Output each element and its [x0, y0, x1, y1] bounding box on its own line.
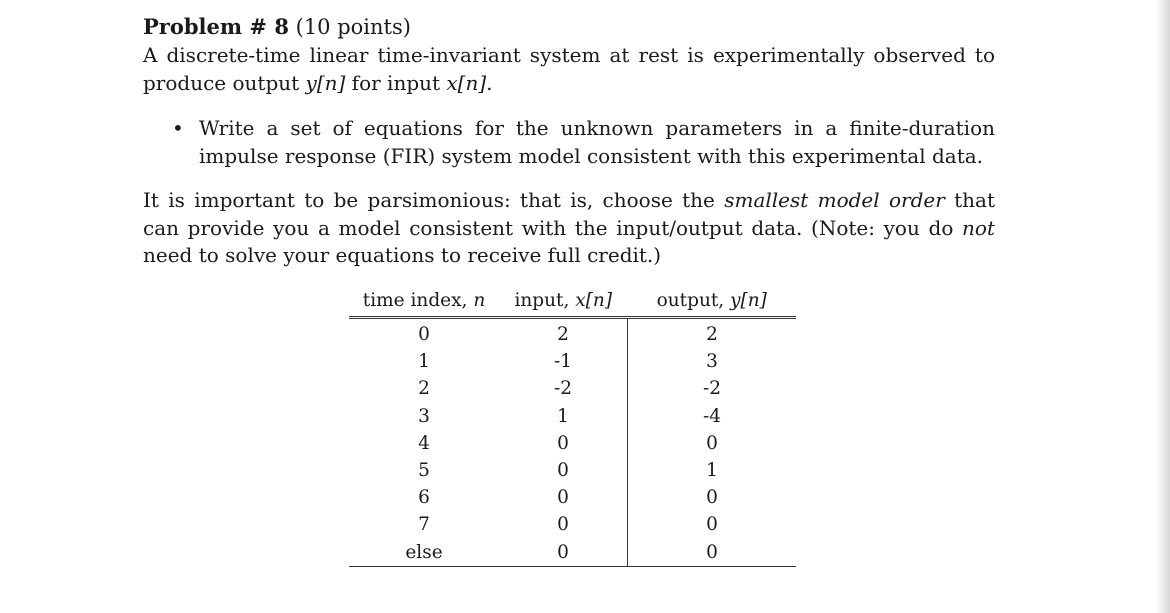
- cell-input: -2: [499, 375, 628, 402]
- cell-output: 0: [706, 432, 718, 454]
- cell-input: 0: [499, 457, 628, 484]
- table-row: [349, 430, 796, 457]
- header-output: output, y[n]: [656, 290, 767, 311]
- cell-output: 2: [706, 324, 718, 346]
- bullet-text: Write a set of equations for the unknown parameters in a finite-duration impulse response (FIR) system model consistent with this experimental data.: [199, 116, 995, 168]
- cell-time-index: 6: [418, 487, 430, 509]
- intro-text: A discrete-time linear time-invariant system at rest is experimentally observed to produce output: [143, 43, 995, 95]
- note-text-3: need to solve your equations to receive full credit.): [143, 243, 662, 267]
- cell-input: 2: [499, 318, 628, 349]
- cell-time-index: 1: [418, 351, 430, 373]
- problem-points: (10 points): [295, 15, 411, 39]
- cell-input: 0: [499, 539, 628, 567]
- cell-output: 1: [706, 460, 718, 482]
- cell-time-index: 7: [418, 514, 430, 536]
- table-header-row: [349, 287, 796, 318]
- bullet-icon: •: [172, 116, 184, 140]
- note-emphasis-2: not: [962, 215, 995, 240]
- intro-paragraph: [143, 42, 995, 97]
- cell-input: -1: [499, 348, 628, 375]
- problem-title: Problem # 8: [143, 14, 289, 39]
- table-row: [349, 348, 796, 375]
- cell-output: 0: [706, 487, 718, 509]
- cell-time-index: 5: [418, 460, 430, 482]
- note-paragraph: [143, 187, 995, 270]
- cell-output: 3: [706, 351, 718, 373]
- page-edge-shadow: [1156, 0, 1170, 613]
- cell-input: 0: [499, 484, 628, 511]
- io-data-table: [349, 287, 796, 567]
- cell-output: -2: [702, 378, 722, 400]
- intro-mid-text: for input: [345, 70, 447, 95]
- cell-output: -4: [702, 405, 722, 427]
- header-time-index: time index, n: [362, 290, 486, 311]
- cell-time-index: 3: [418, 405, 430, 427]
- cell-output: 0: [706, 514, 718, 536]
- table-row: [349, 403, 796, 430]
- table-row: [349, 511, 796, 538]
- cell-output: 0: [628, 539, 797, 567]
- output-variable: y[n]: [305, 70, 346, 95]
- table-row: [349, 457, 796, 484]
- cell-time-index: 0: [418, 324, 430, 346]
- table-row: [349, 318, 796, 349]
- header-input: input, x[n]: [514, 290, 613, 311]
- table-row: [349, 484, 796, 511]
- cell-input: 0: [499, 430, 628, 457]
- table-row: [349, 539, 796, 567]
- note-text-1: It is important to be parsimonious: that is, choose the: [143, 188, 725, 212]
- note-text-2: that can provide you a model consistent with the input/output data. (Note: you do: [143, 188, 995, 240]
- problem-heading: [143, 13, 411, 41]
- table-row: [349, 375, 796, 402]
- cell-time-index: else: [349, 539, 499, 567]
- note-emphasis-1: smallest model order: [724, 188, 945, 212]
- cell-time-index: 4: [418, 432, 430, 454]
- cell-input: 1: [499, 403, 628, 430]
- input-variable: x[n]: [446, 70, 487, 95]
- cell-input: 0: [499, 511, 628, 538]
- cell-time-index: 2: [418, 378, 430, 400]
- intro-end-text: .: [486, 70, 493, 95]
